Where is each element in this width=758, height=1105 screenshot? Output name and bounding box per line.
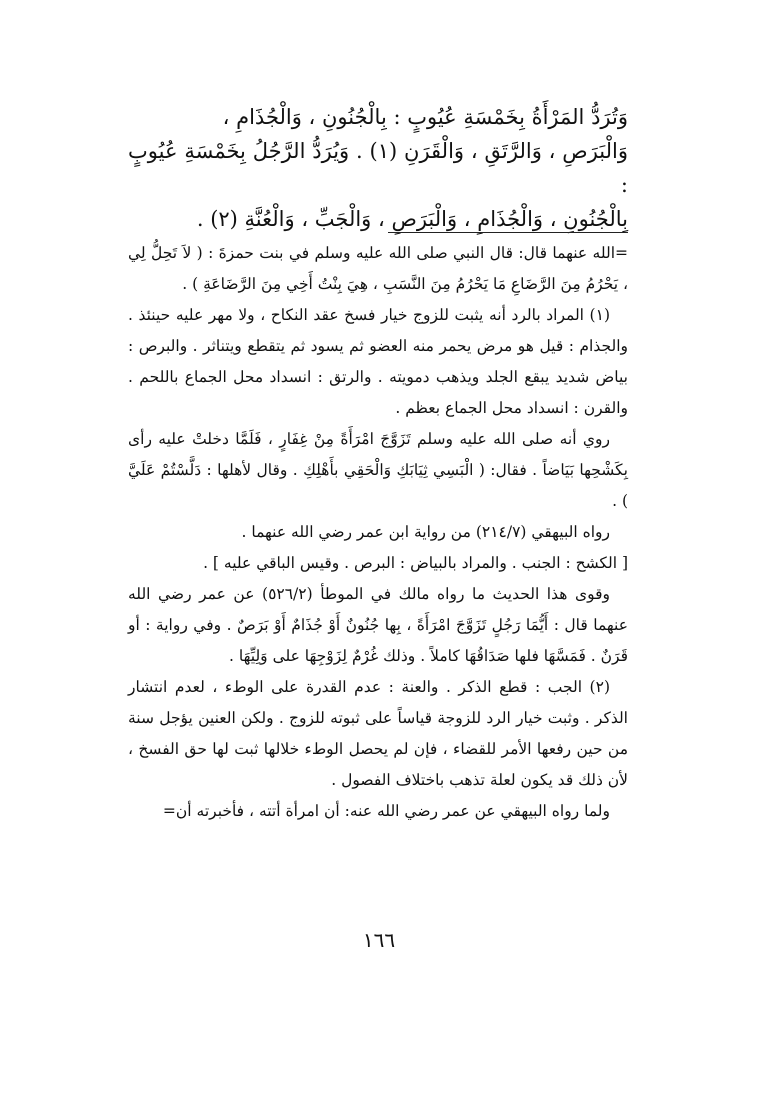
footnotes [128,238,628,827]
main-line: وَتُرَدُّ المَرْأَةُ بِخَمْسَةِ عُيُوبٍ : بِالْجُنُونِ ، وَالْجُذَامِ ، [222,105,628,129]
footnote-divider [388,232,628,233]
footnote-continues: ولما رواه البيهقي عن عمر رضي الله عنه: أن امرأة أتته ، فأخبرته أن= [162,802,610,820]
footnote-continuation: =الله عنهما قال: قال النبي صلى الله عليه وسلم في بنت حمزةَ : ( لاَ تَحِلُّ لِي ، يَحْرُمُ مِنَ الرَّضَاعِ مَا يَحْرُمُ مِنَ النَّسَبِ ، هِيَ بِنْتُ أَخِي مِنَ الرَّضَاعَةِ ) . [128,244,628,293]
footnote-support: وقوى هذا الحديث ما رواه مالك في الموطأ (٥٢٦/٢) عن عمر رضي الله عنهما قال : أَيُّمَا رَجُلٍ تَزَوَّجَ امْرَأَةً ، بِها جُنُونٌ أَوْ جُذَامٌ أَوْ بَرَصٌ . وفي رواية : أو قَرَنٌ . فَمَسَّهَا فلها صَدَاقُهَا كاملاً . وذلك غُرْمٌ لِزَوْجِهَا على وَلِيِّهَا . [128,585,628,665]
footnote-gloss: [ الكشح : الجنب . والمراد بالبياض : البرص . وقيس الباقي عليه ] . [203,554,628,572]
footnote-source: رواه البيهقي (٢١٤/٧) من رواية ابن عمر رضي الله عنهما . [241,523,610,541]
page-number: ١٦٦ [362,928,396,952]
main-line: بِالْجُنُونِ ، وَالْجُذَامِ ، وَالْبَرَصِ ، وَالْجَبِّ ، وَالْعُنَّةِ (٢) . [196,207,628,231]
main-text [128,100,628,236]
footnote-2: (٢) الجب : قطع الذكر . والعنة : عدم القدرة على الوطء ، لعدم انتشار الذكر . وثبت خيار الرد للزوجة قياساً على ثبوته للزوج . ولكن العنين يؤجل سنة من حين رفعها الأمر للقضاء ، فإن لم يحصل الوطء خلالها ثبت لها حق الفسخ ، لأن ذلك قد يكون لعلة تذهب باختلاف الفصول . [128,678,628,789]
main-line: وَالْبَرَصِ ، وَالرَّتَقِ ، وَالْقَرَنِ (١) . وَيُرَدُّ الرَّجُلُ بِخَمْسَةِ عُيُوبٍ : [128,139,628,197]
footnote-hadith: روي أنه صلى الله عليه وسلم تَزَوَّجَ امْرَأَةً مِنْ غِفَارٍ ، فَلَمَّا دخلتْ عليه رأى بِكَشْحِها بَيَاضاً . فقال: ( الْبَسِي ثِيَابَكِ وَالْحَقِي بأَهْلِكِ . وقال لأهلها : دَلَّسْتُمْ عَلَيَّ ) . [128,430,628,510]
footnote-1: (١) المراد بالرد أنه يثبت للزوج خيار فسخ عقد النكاح ، ولا مهر عليه حينئذ . والجذام : قيل هو مرض يحمر منه العضو ثم يسود ثم يتقطع ويتناثر . والبرص : بياض شديد يبقع الجلد ويذهب دمويته . والرتق : انسداد محل الجماع باللحم . والقرن : انسداد محل الجماع بعظم . [128,306,628,417]
